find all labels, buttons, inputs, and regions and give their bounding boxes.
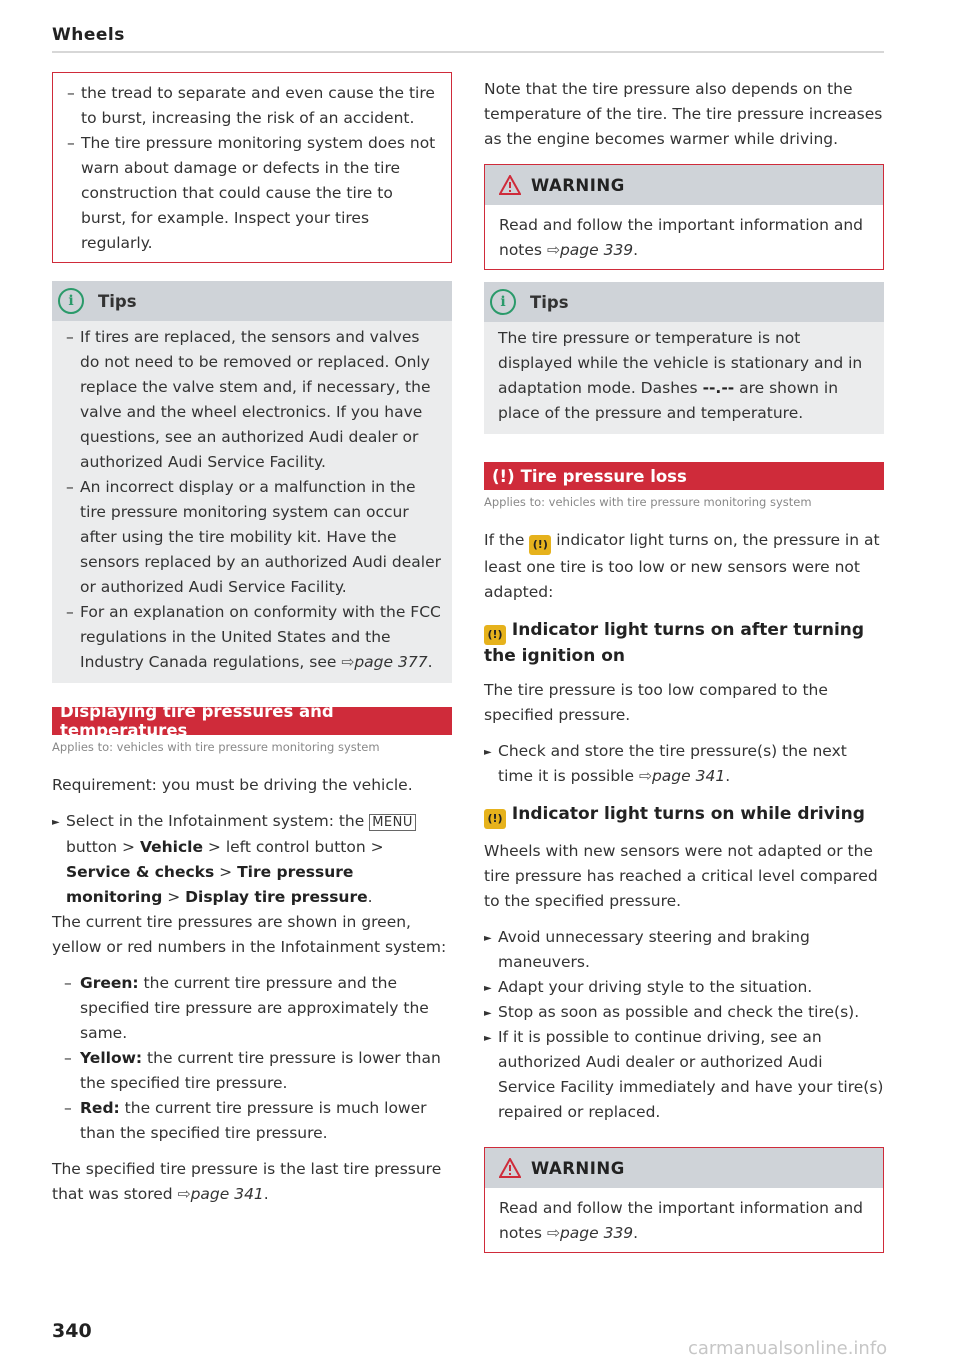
warning-box-1 (484, 164, 884, 270)
header-divider (52, 51, 884, 53)
watermark: carmanualsonline.info (688, 1338, 888, 1359)
tips-item: – For an explanation on conformity with the FCC regulations in the United States and the Industry Canada regulations, see ⇨page 377. (66, 600, 442, 675)
warning-box-2 (484, 1147, 884, 1253)
tire-pressure-indicator-icon: (!) (484, 625, 506, 645)
driving-step: ► Stop as soon as possible and check the tire(s). (484, 1000, 884, 1025)
warning-text: Read and follow the important information and notes ⇨page 339. (499, 216, 864, 259)
arrow-right-icon: ⇨ (546, 241, 560, 259)
subheading-ignition-text: The tire pressure is too low compared to the specified pressure. (484, 681, 828, 724)
page-ref-link[interactable]: ⇨page 341 (638, 767, 726, 785)
temperature-note: Note that the tire pressure also depends on the temperature of the tire. The tire pressure increases as the engine becomes warmer while driving. (484, 80, 883, 148)
tips-title: Tips (98, 291, 137, 311)
page-ref-link[interactable]: ⇨page 339 (546, 241, 634, 259)
tips-text: The tire pressure or temperature is not displayed while the vehicle is stationary and in adaptation mode. Dashes --.-- are shown in place of the pressure and temperature. (498, 329, 863, 422)
driving-step: ► If it is possible to continue driving, see an authorized Audi dealer or authorized Audi Service Facility immediately and have your tire(s) repaired or replaced. (484, 1025, 884, 1125)
arrow-right-icon: ⇨ (341, 653, 355, 671)
tire-pressure-indicator-icon: (!) (529, 535, 551, 555)
page-ref-link[interactable]: ⇨page 339 (546, 1224, 634, 1242)
page-ref-link[interactable]: ⇨page 341 (177, 1185, 264, 1203)
applies-to-text: Applies to: vehicles with tire pressure monitoring system (484, 495, 812, 509)
arrow-right-icon: ⇨ (546, 1224, 560, 1242)
driving-step: ► Adapt your driving style to the situation. (484, 975, 884, 1000)
arrow-right-icon: ⇨ (638, 767, 652, 785)
page-header-title: Wheels (52, 25, 125, 45)
warning-title: WARNING (531, 175, 625, 195)
section-title-bar (52, 702, 452, 740)
subheading-driving-text: Wheels with new sensors were not adapted or the tire pressure has reached a critical level compared to the specified pressure. (484, 842, 878, 910)
driving-step: ► Avoid unnecessary steering and braking maneuvers. (484, 925, 884, 975)
tips-box-right (484, 282, 884, 434)
warning-triangle-icon (499, 1158, 521, 1178)
warning-continued-text: – the tread to separate and even cause the tire to burst, increasing the risk of an accident. (67, 81, 439, 131)
current-pressures-text: The current tire pressures are shown in green, yellow or red numbers in the Infotainment system: (52, 913, 447, 956)
arrow-right-icon: ⇨ (177, 1185, 191, 1203)
applies-to-text: Applies to: vehicles with tire pressure monitoring system (52, 740, 380, 754)
subheading-ignition: (!) Indicator light turns on after turning the ignition on (484, 620, 865, 666)
subheading-driving: (!) Indicator light turns on while driving (484, 803, 884, 829)
requirement-text: Requirement: you must be driving the vehicle. (52, 776, 413, 794)
menu-key: MENU (369, 814, 416, 831)
tips-item: – If tires are replaced, the sensors and valves do not need to be removed or replaced. Only replace the valve stem and, if necessary, the valve and the wheel electronics. If you have questions, see an authorized Audi dealer or authorized Audi Service Facility. (66, 325, 442, 475)
specified-pressure-text: The specified tire pressure is the last tire pressure that was stored ⇨page 341. (52, 1160, 442, 1203)
tire-warning-icon: (!) (492, 466, 515, 486)
tire-pressure-indicator-icon: (!) (484, 809, 506, 829)
menu-step: ► Select in the Infotainment system: the MENU button > Vehicle > left control button > Service & checks > Tire pressure monitoring > Display tire pressure. (52, 809, 452, 910)
info-icon: i (58, 288, 84, 314)
left-column (52, 72, 452, 1207)
warning-triangle-icon (499, 175, 521, 195)
section-title-bar (484, 462, 884, 490)
color-item-red: – Red: the current tire pressure is much lower than the specified tire pressure. (52, 1096, 452, 1146)
warning-title: WARNING (531, 1158, 625, 1178)
page-number: 340 (52, 1320, 92, 1342)
warning-continued-box (52, 72, 452, 263)
section-title: Tire pressure loss (520, 466, 687, 486)
warning-continued-item: – The tire pressure monitoring system does not warn about damage or defects in the tire construction that could cause the tire to burst, for example. Inspect your tires regularly. (67, 131, 439, 256)
color-item-yellow: – Yellow: the current tire pressure is lower than the specified tire pressure. (52, 1046, 452, 1096)
intro-text: If the (!) indicator light turns on, the pressure in at least one tire is too low or new sensors were not adapted: (484, 531, 880, 601)
section-title: Displaying tire pressures and temperatures (60, 702, 334, 740)
warning-text: Read and follow the important information and notes ⇨page 339. (499, 1199, 864, 1242)
tips-item: – An incorrect display or a malfunction in the tire pressure monitoring system can occur after using the tire mobility kit. Have the sensors replaced by an authorized Audi dealer or authorized Audi Service Facility. (66, 475, 442, 600)
tips-box-left (52, 281, 452, 683)
right-column (484, 72, 884, 1253)
page-ref-link[interactable]: ⇨page 377 (341, 653, 428, 671)
tips-title: Tips (530, 292, 569, 312)
color-item-green: – Green: the current tire pressure and the specified tire pressure are approximately the same. (52, 971, 452, 1046)
info-icon: i (490, 289, 516, 315)
check-store-step: ► Check and store the tire pressure(s) the next time it is possible ⇨page 341. (484, 739, 884, 789)
